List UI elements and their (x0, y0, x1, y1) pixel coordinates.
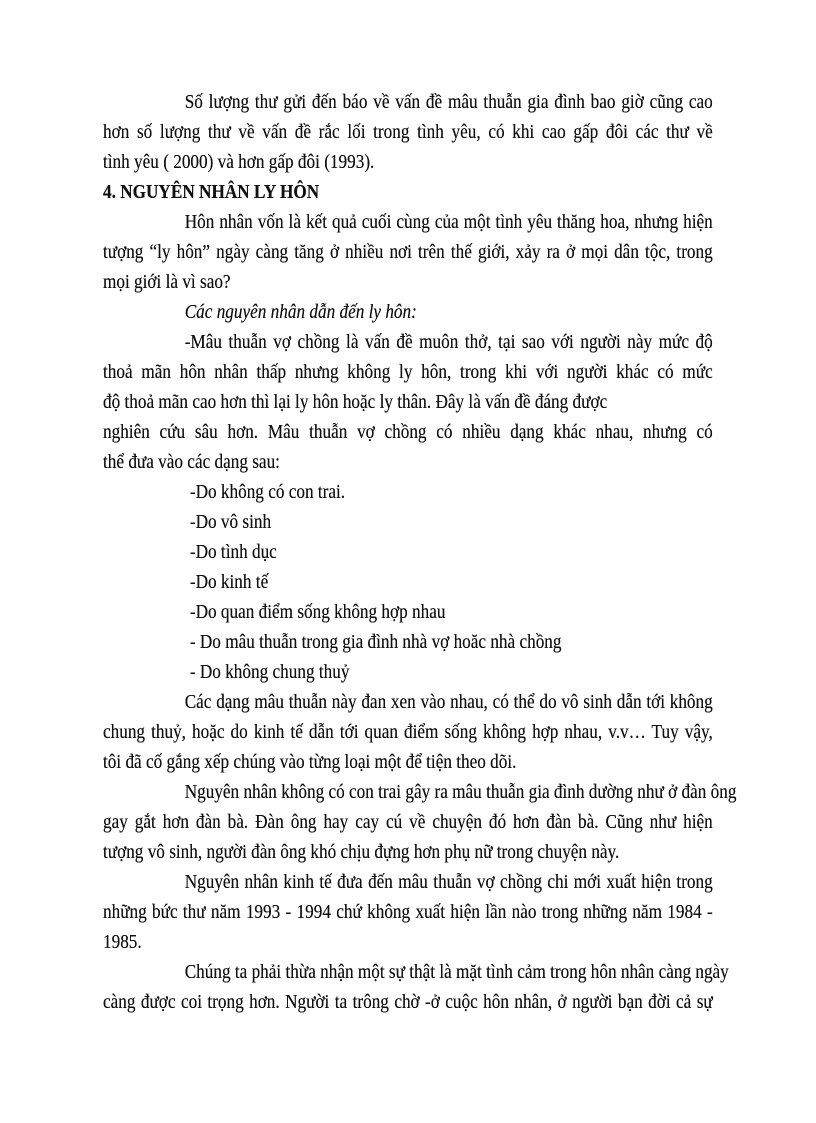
text-line: càng được coi trọng hơn. Người ta trông chờ -ở cuộc hôn nhân, ở người bạn đời cả sự (103, 991, 713, 1013)
text-line: -Mâu thuẫn vợ chồng là vấn đề muôn thở, tại sao với người này mức độ (184, 331, 713, 353)
text-line: tượng vô sinh, người đàn ông khó chịu đựng hơn phụ nữ trong chuyện này. (103, 841, 620, 863)
list-item: -Do quan điểm sống không hợp nhau (189, 601, 446, 623)
text-line: 1985. (103, 931, 142, 953)
text-line: Các nguyên nhân dẫn đến ly hôn: (184, 301, 417, 323)
list-item: -Do tình dục (189, 541, 277, 563)
paragraph-economic-cause (103, 867, 713, 957)
text-line: gay gắt hơn đàn bà. Đàn ông hay cay cú về chuyện đó hơn đàn bà. Cũng như hiện (103, 811, 713, 833)
text-line: Hôn nhân vốn là kết quả cuối cùng của một tình yêu thăng hoa, nhưng hiện (184, 211, 713, 233)
text-line: Nguyên nhân không có con trai gây ra mâu thuẫn gia đình dường như ở đàn ông (184, 781, 737, 803)
list-item: -Do không có con trai. (189, 481, 346, 503)
text-line: những bức thư năm 1993 - 1994 chứ không xuất hiện lần nào trong những năm 1984 - (103, 901, 713, 923)
text-line: Các dạng mâu thuẫn này đan xen vào nhau, có thể do vô sinh dẫn tới không (184, 691, 713, 713)
section-heading-text: 4. NGUYÊN NHÂN LY HÔN (103, 181, 320, 203)
text-line: tình yêu ( 2000) và hơn gấp đôi (1993). (103, 151, 375, 173)
section-heading (103, 177, 713, 207)
paragraph-marriage-intro (103, 207, 713, 297)
text-line: Số lượng thư gửi đến báo về vấn đề mâu thuẫn gia đình bao giờ cũng cao (184, 91, 713, 113)
italic-lead-line (103, 297, 713, 327)
text-line: mọi giới là vì sao? (103, 271, 231, 293)
text-line: hơn số lượng thư về vấn đề rắc lối trong tình yêu, có khi cao gấp đôi các thư về (103, 121, 713, 143)
paragraph-interwoven-causes (103, 687, 713, 777)
text-line: Chúng ta phải thừa nhận một sự thật là mặt tình cảm trong hôn nhân càng ngày (184, 961, 729, 983)
paragraph-emotional-aspect (103, 957, 729, 1017)
paragraph-letters-count (103, 87, 713, 177)
text-line: nghiên cứu sâu hơn. Mâu thuẫn vợ chồng có nhiều dạng khác nhau, nhưng có (103, 421, 713, 443)
paragraph-no-son (103, 777, 737, 867)
text-line: chung thuỷ, hoặc do kinh tế dẫn tới quan điểm sống không hợp nhau, v.v… Tuy vậy, (103, 721, 713, 743)
text-content (103, 87, 737, 1017)
list-item: - Do mâu thuẫn trong gia đình nhà vợ hoăc nhà chồng (189, 631, 562, 653)
dash-list (103, 477, 713, 687)
paragraph-conflict-types (103, 327, 713, 477)
list-item: -Do kinh tế (189, 571, 269, 593)
text-line: tôi đã cố gắng xếp chúng vào từng loại một để tiện theo dõi. (103, 751, 517, 773)
text-line: Nguyên nhân kinh tế đưa đến mâu thuẫn vợ chồng chi mới xuất hiện trong (184, 871, 713, 893)
text-line: thể đưa vào các dạng sau: (103, 451, 280, 473)
list-item: -Do vô sinh (189, 511, 272, 533)
text-line: tượng “ly hôn” ngày càng tăng ở nhiều nơi trên thế giới, xảy ra ở mọi dân tộc, trong (103, 241, 713, 263)
list-item: - Do không chung thuỷ (189, 661, 350, 683)
text-line: thoả mãn hôn nhân thấp nhưng không ly hôn, trong khi với người khác có mức (103, 361, 713, 383)
text-line: độ thoả mãn cao hơn thì lại ly hôn hoặc ly thân. Đây là vấn đề đáng được (103, 391, 608, 413)
